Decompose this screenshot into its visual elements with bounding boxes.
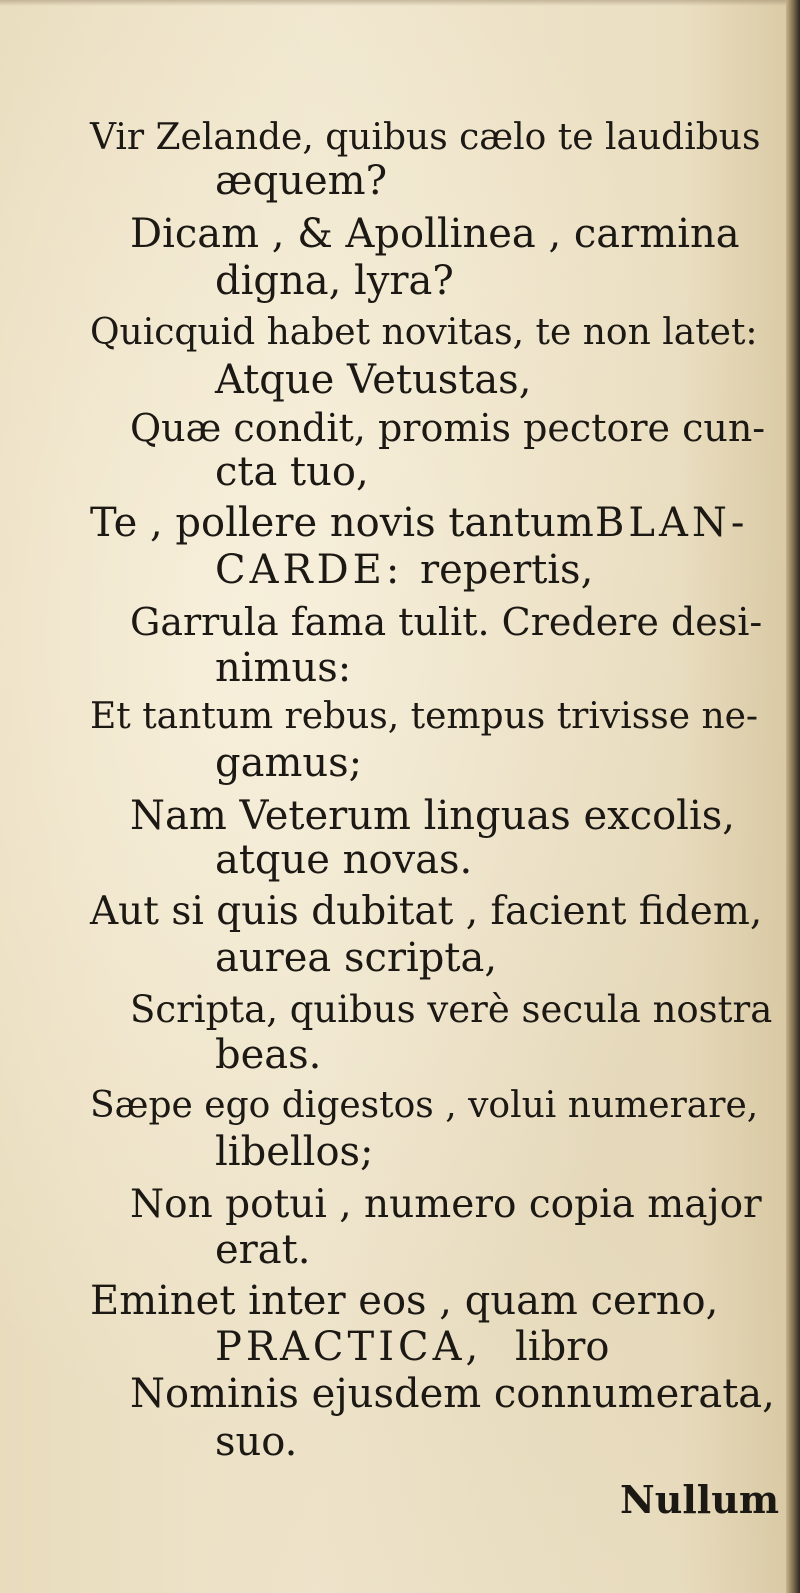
verse-line [0, 733, 800, 793]
verse-text: Nominis ejusdem connumerata, [130, 1371, 775, 1417]
verse-text: libellos; [215, 1129, 374, 1175]
catchword: Nullum [620, 1477, 780, 1522]
verse-text: erat. [215, 1227, 311, 1273]
verse-text: digna, lyra? [215, 258, 454, 304]
verse-text: Scripta, quibus verè secula nostra [130, 988, 773, 1031]
smallcaps-name: BLAN- [595, 500, 749, 546]
verse-text: Sæpe ego digestos , volui numerare, [90, 1085, 759, 1126]
smallcaps-name: CARDE: [215, 547, 404, 593]
verse-text: suo. [215, 1419, 298, 1465]
verse-line [0, 540, 800, 600]
verse-line [0, 151, 800, 211]
verse-text: repertis, [420, 547, 594, 593]
verse-text: æquem? [215, 158, 388, 204]
verse-text: Nam Veterum linguas excolis, [130, 793, 735, 839]
verse-line [0, 1412, 800, 1472]
verse-text: cta tuo, [215, 449, 369, 495]
verse-text: atque novas. [215, 837, 473, 883]
verse-text: Te , pollere novis tantum [90, 500, 594, 546]
verse-text: beas. [215, 1032, 322, 1078]
verse-line [0, 928, 800, 988]
verse-line [0, 1122, 800, 1182]
verse-text: Non potui , numero copia major [130, 1182, 762, 1227]
verse-text: Eminet inter eos , quam cerno, [90, 1278, 719, 1324]
verse-text: Et tantum rebus, tempus trivisse ne- [90, 696, 759, 737]
verse-text: Garrula fama tulit. Credere desi- [130, 600, 763, 644]
smallcaps-title: PRACTICA, [215, 1324, 483, 1370]
verse-text: nimus: [215, 645, 352, 691]
verse-text: gamus; [215, 740, 363, 786]
verse-line [0, 830, 800, 890]
verse-text: Aut si quis dubitat , facient fidem, [90, 889, 763, 934]
verse-line [0, 251, 800, 311]
verse-text: Quæ condit, promis pectore cun- [130, 406, 766, 450]
verse-text: Dicam , & Apollinea , carmina [130, 211, 740, 257]
verse-text: Quicquid habet novitas, te non latet: [90, 312, 758, 353]
verse-text: aurea scripta, [215, 935, 498, 981]
verse-text: Vir Zelande, quibus cælo te laudibus [90, 117, 761, 158]
verse-text: Atque Vetustas, [215, 357, 532, 403]
verse-text: libro [515, 1324, 610, 1370]
